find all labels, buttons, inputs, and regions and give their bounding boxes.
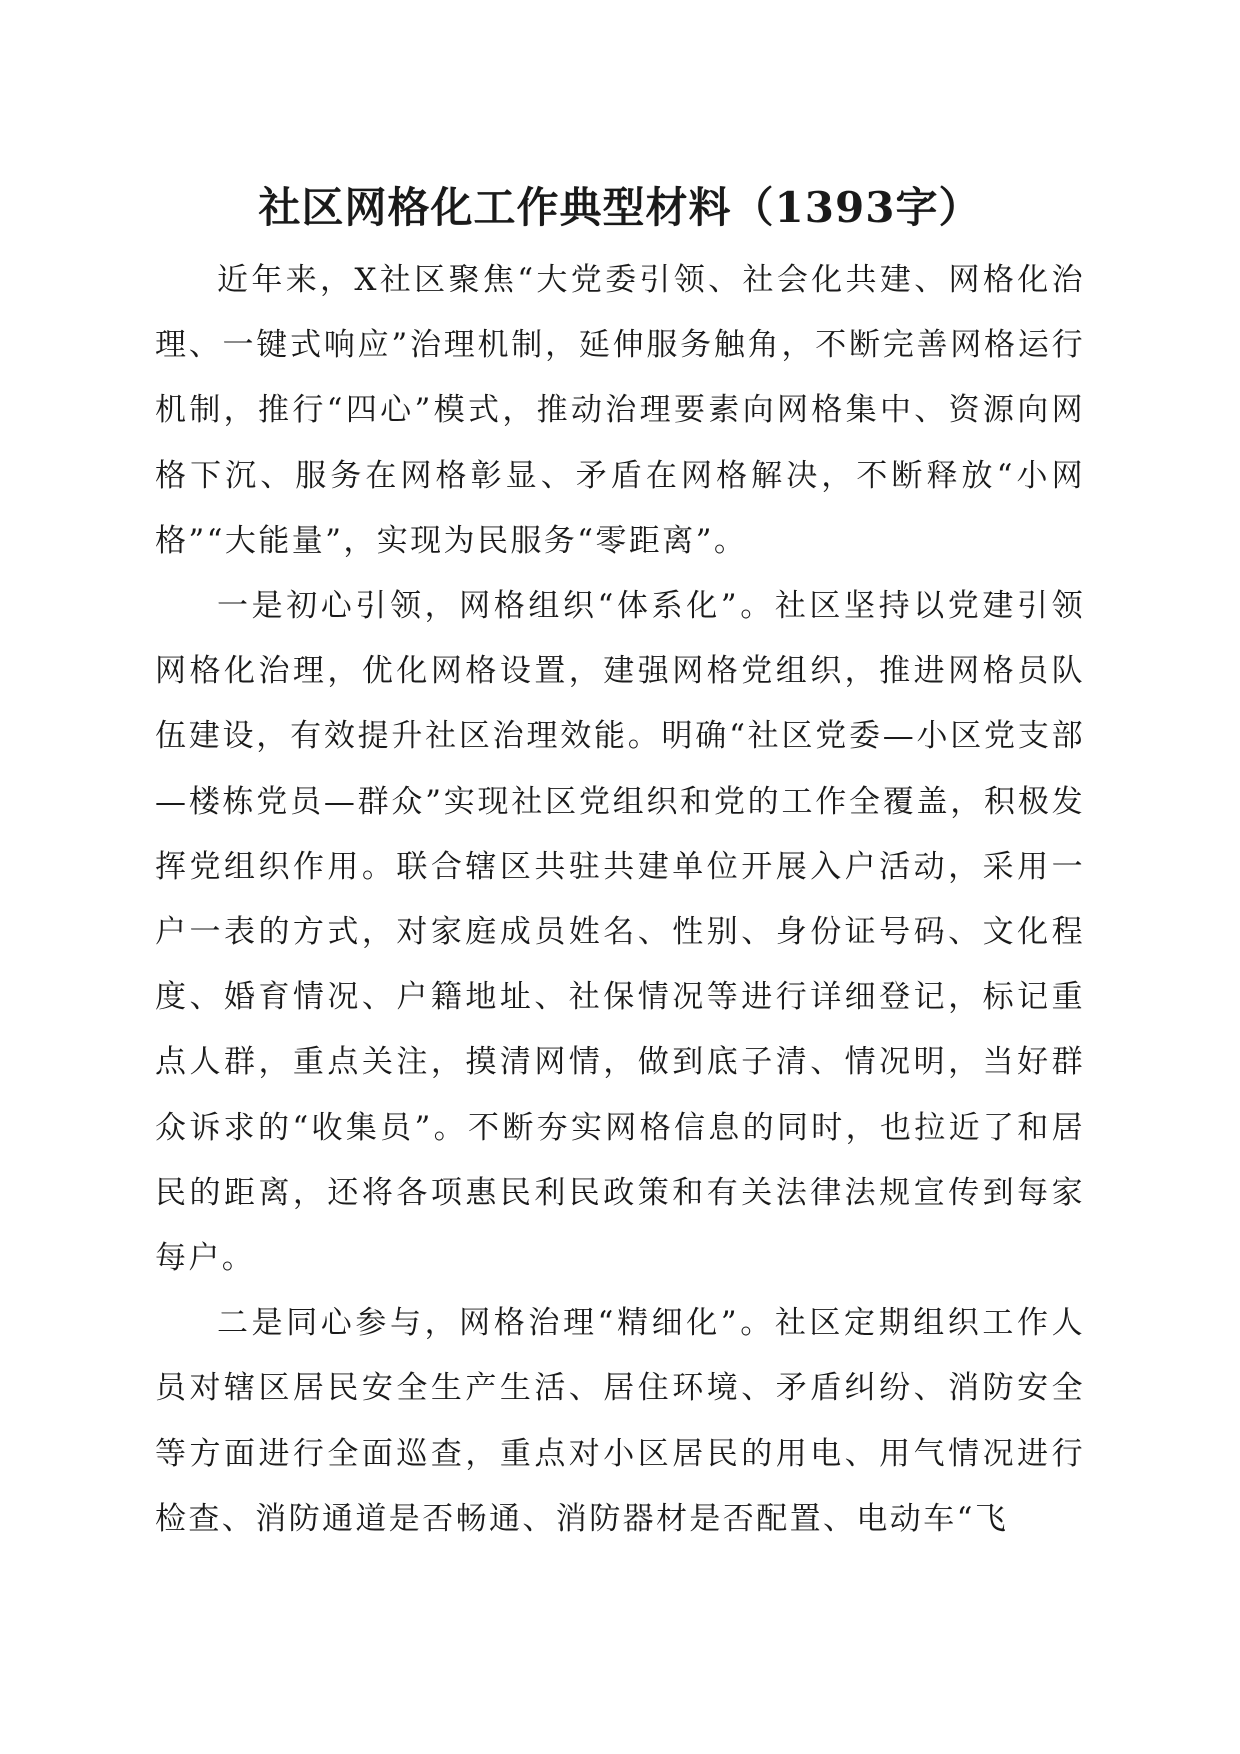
document-body bbox=[155, 248, 1085, 1552]
document-title: 社区网格化工作典型材料（1393字） bbox=[258, 183, 982, 232]
section-two-paragraph: 二是同心参与，网格治理“精细化”。社区定期组织工作人员对辖区居民安全生产生活、居住环境、矛盾纠纷、消防安全等方面进行全面巡查，重点对小区居民的用电、用气情况进行检查、消防通道是否畅通、消防器材是否配置、电动车“飞 bbox=[155, 1305, 1085, 1537]
intro-paragraph: 近年来，X社区聚焦“大党委引领、社会化共建、网格化治理、一键式响应”治理机制，延伸服务触角，不断完善网格运行机制，推行“四心”模式，推动治理要素向网格集中、资源向网格下沉、服务在网格彰显、矛盾在网格解决，不断释放“小网格”“大能量”，实现为民服务“零距离”。 bbox=[155, 262, 1085, 559]
section-one-paragraph: 一是初心引领，网格组织“体系化”。社区坚持以党建引领网格化治理，优化网格设置，建强网格党组织，推进网格员队伍建设，有效提升社区治理效能。明确“社区党委—小区党支部—楼栋党员—群众”实现社区党组织和党的工作全覆盖，积极发挥党组织作用。联合辖区共驻共建单位开展入户活动，采用一户一表的方式，对家庭成员姓名、性别、身份证号码、文化程度、婚育情况、户籍地址、社保情况等进行详细登记，标记重点人群，重点关注，摸清网情，做到底子清、情况明，当好群众诉求的“收集员”。不断夯实网格信息的同时，也拉近了和居民的距离，还将各项惠民利民政策和有关法律法规宣传到每家每户。 bbox=[155, 588, 1085, 1277]
